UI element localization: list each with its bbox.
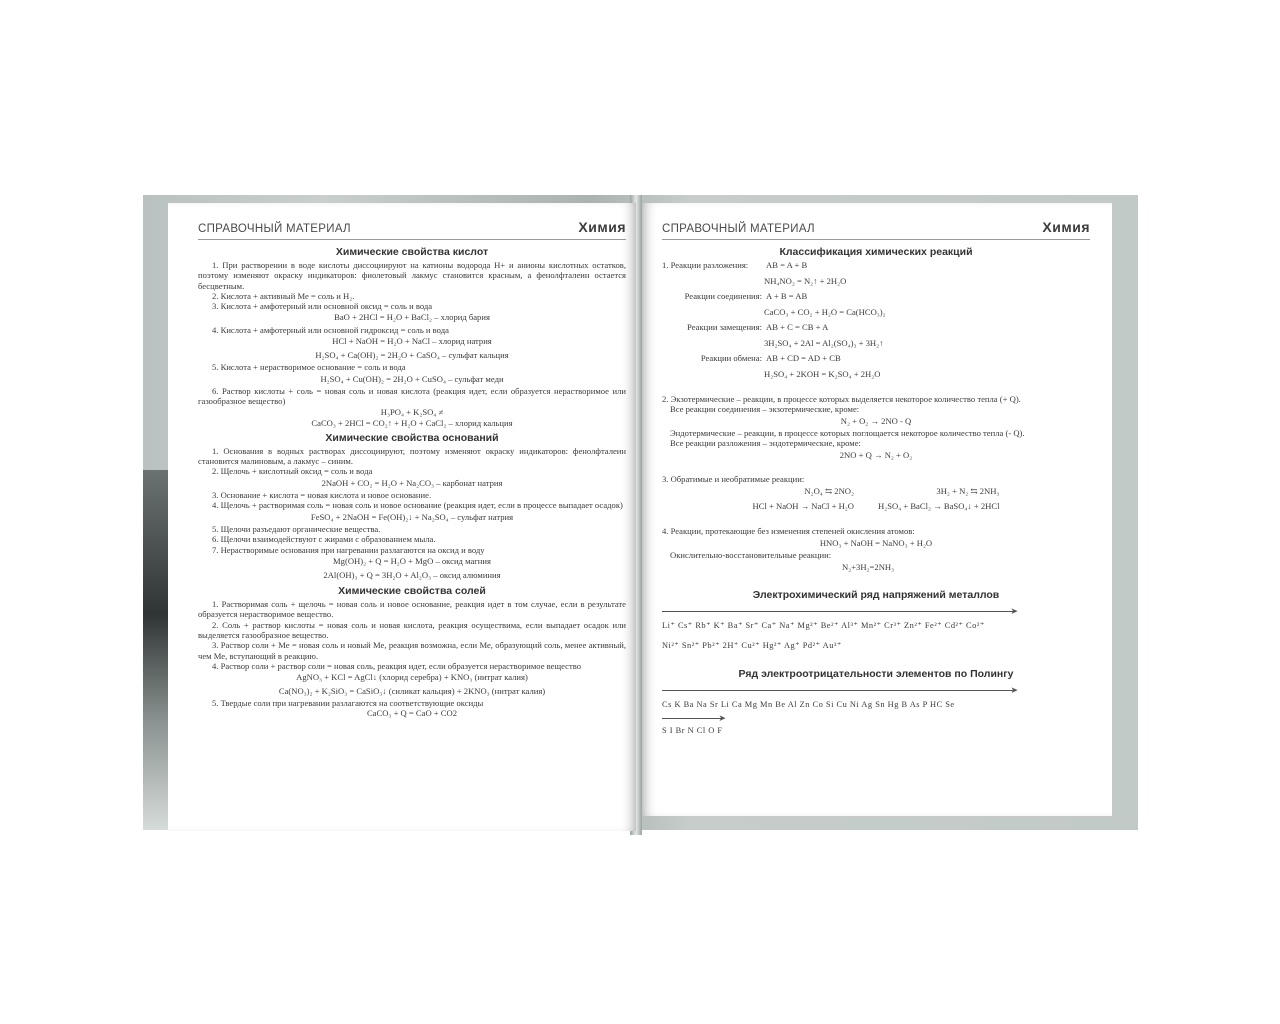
equation: H₂SO₄ + 2KOH = K₂SO₄ + 2H₂O bbox=[764, 369, 881, 379]
section-title: Классификация химических реакций bbox=[779, 246, 973, 258]
paragraph: 6. Раствор кислоты + соль = новая соль и новая кислота (реакция идет, если образуется нерастворимое или газообразное вещество) bbox=[198, 386, 626, 407]
equation: BaO + 2HCl = H₂O + BaCl₂ – хлорид бария bbox=[334, 312, 490, 323]
right-page bbox=[642, 203, 1112, 816]
section-title: Химические свойства оснований bbox=[325, 431, 499, 444]
equation: CaCO₃ + 2HCl = CO₂↑ + H₂O + CaCl₂ – хлорид кальция bbox=[311, 417, 513, 428]
paragraph: 3. Кислота + амфотерный или основной оксид = соль и вода bbox=[212, 301, 433, 312]
equation: Mg(OH)₂ + Q = H₂O + MgO – оксид магния bbox=[333, 556, 491, 567]
paragraph: Окислительно-восстановительные реакции: bbox=[670, 550, 832, 561]
arrow-line: ➤ bbox=[662, 607, 1090, 615]
equation: CaCO₃ + CO₂ + H₂O = Ca(HCO₃)₂ bbox=[764, 307, 886, 317]
reaction-row bbox=[662, 260, 1090, 271]
pauling-series-line: Cs K Ba Na Sr Li Ca Mg Mn Be Al Zn Co Si Cu Ni Ag Sn Hg B As P HC Se bbox=[662, 700, 955, 710]
metal-series-line: Li⁺ Cs⁺ Rb⁺ K⁺ Ba⁺ Sr⁺ Ca⁺ Na⁺ Mg²⁺ Be²⁺ Al³⁺ Mn²⁺ Cr³⁺ Zn²⁺ Fe²⁺ Cd²⁺ Co²⁺ bbox=[662, 621, 985, 631]
reaction-row bbox=[662, 322, 1090, 333]
equation: 3H₂ + N₂ ⇆ 2NH₃ bbox=[936, 486, 1000, 497]
paragraph: 1. Растворимая соль + щелочь = новая соль и новое основание, реакция идет в том случае, если в результате образуется нерастворимое вещество. bbox=[198, 599, 626, 620]
reversible-equations bbox=[662, 484, 1090, 514]
equation: HCl + NaOH → NaCl + H₂O bbox=[752, 501, 854, 512]
paragraph: 2. Соль + раствор кислоты = новая соль и новая кислота, реакция осуществима, если выпадает осадок или выделяется газообразное вещество. bbox=[198, 619, 626, 640]
equation: Ca(NO₃)₂ + K₂SiO₃ = CaSiO₃↓ (силикат кальция) + 2KNO₃ (нитрат калия) bbox=[278, 685, 546, 696]
equation: AgNO₃ + KCl = AgCl↓ (хлорид серебра) + KNO₃ (нитрат калия) bbox=[296, 672, 528, 683]
paragraph: 1. Основания в водных растворах диссоциируют, поэтому изменяют окраску индикаторов: фенолфталеин становится малиновым, а лакмус – синим. bbox=[198, 445, 626, 466]
header-tag: СПРАВОЧНЫЙ МАТЕРИАЛ bbox=[198, 223, 351, 235]
paragraph: 4. Щелочь + растворимая соль = новая соль и новое основание (реакция идет, если в процессе выпадает осадок) bbox=[212, 500, 623, 511]
page-header bbox=[662, 219, 1090, 240]
reaction-label: Реакции замещения: bbox=[687, 322, 762, 332]
paragraph: 4. Раствор соли + раствор соли = новая соль, реакция идет, если образуется нерастворимое вещество bbox=[212, 660, 582, 671]
pauling-series-line: S I Br N Cl O F bbox=[662, 726, 723, 736]
paragraph: Все реакции соединения – экзотермические, кроме: bbox=[670, 404, 860, 415]
paragraph: Эндотермические – реакции, в процессе которых поглощается некоторое количество тепла (- Q). bbox=[670, 428, 1025, 439]
reaction-label: Реакции обмена: bbox=[700, 353, 762, 363]
series-title: Ряд электроотрицательности элементов по Полингу bbox=[738, 668, 1014, 681]
paragraph: 7. Нерастворимые основания при нагревании разлагаются на оксид и воду bbox=[212, 544, 485, 555]
reaction-label: 1. Реакции разложения: bbox=[662, 260, 749, 270]
paragraph: 2. Щелочь + кислотный оксид = соль и вода bbox=[212, 466, 373, 477]
equation: H₂SO₄ + Ca(OH)₂ = 2H₂O + CaSO₄ – сульфат кальция bbox=[315, 349, 509, 360]
equation: 2NO + Q → N₂ + O₂ bbox=[839, 449, 913, 460]
header-tag: СПРАВОЧНЫЙ МАТЕРИАЛ bbox=[662, 223, 815, 235]
reaction-label: Реакции соединения: bbox=[684, 291, 762, 301]
equation: HCl + NaOH = H₂O + NaCl – хлорид натрия bbox=[332, 336, 492, 347]
header-subject: Химия bbox=[578, 219, 626, 235]
arrow-line: ➤ bbox=[662, 714, 1090, 722]
equation: FeSO₄ + 2NaOH = Fe(OH)₂↓ + Na₂SO₄ – сульфат натрия bbox=[310, 511, 514, 522]
series-title: Электрохимический ряд напряжений металлов bbox=[752, 589, 1000, 602]
metal-series-line: Ni²⁺ Sn²⁺ Pb²⁺ 2H⁺ Cu²⁺ Hg²⁺ Ag⁺ Pd²⁺ Au³⁺ bbox=[662, 641, 842, 651]
arrow-line: ➤ bbox=[662, 686, 1090, 694]
paragraph: 4. Кислота + амфотерный или основной гидроксид = соль и вода bbox=[212, 324, 449, 335]
equation: HNO₃ + NaOH = NaNO₃ + H₂O bbox=[819, 537, 933, 548]
header-subject: Химия bbox=[1042, 219, 1090, 235]
paragraph: 3. Раствор соли + Ме = новая соль и новый Ме, реакция возможна, если Ме, образующий соль, менее активный, чем Ме, вступающий в реакцию. bbox=[198, 640, 626, 661]
equation: CaCO₃ + Q = CaO + CO2 bbox=[366, 708, 458, 719]
equation: A + B = AB bbox=[766, 291, 808, 301]
equation: N₂O₄ ⇆ 2NO₂ bbox=[804, 486, 854, 497]
left-page bbox=[168, 203, 636, 831]
page-header bbox=[198, 219, 626, 240]
paragraph: 4. Реакции, протекающие без изменения степеней окисления атомов: bbox=[662, 526, 915, 537]
paragraph: 6. Щелочи взаимодействуют с жирами с образованием мыла. bbox=[212, 534, 436, 545]
equation: 3H₂SO₄ + 2Al = Al₂(SO₄)₃ + 3H₂↑ bbox=[764, 338, 884, 348]
equation: AB = A + B bbox=[766, 260, 808, 270]
paragraph: 2. Кислота + активный Ме = соль и H₂. bbox=[212, 290, 355, 301]
paragraph: 5. Кислота + нерастворимое основание = соль и вода bbox=[212, 362, 406, 373]
equation: AB + C = CB + A bbox=[766, 322, 829, 332]
equation: H₂SO₄ + Cu(OH)₂ = 2H₂O + CuSO₄ – сульфат меди bbox=[320, 373, 504, 384]
paragraph: 5. Щелочи разъедают органические вещества. bbox=[212, 524, 381, 535]
equation: NH₄NO₂ = N₂↑ + 2H₂O bbox=[764, 276, 847, 286]
paragraph: 5. Твердые соли при нагревании разлагаются на соответствующие оксиды bbox=[212, 698, 484, 709]
equation: N₂ + O₂ → 2NO - Q bbox=[840, 415, 912, 426]
paragraph: Все реакции разложения – эндотермические, кроме: bbox=[670, 438, 861, 449]
equation: H₃PO₄ + K₂SO₄ ≠ bbox=[380, 406, 444, 417]
equation: AB + CD = AD + CB bbox=[766, 353, 841, 363]
equation: N₂+3H₂=2NH₃ bbox=[842, 561, 895, 572]
paragraph: 3. Обратимые и необратимые реакции: bbox=[662, 474, 805, 485]
paragraph: 2. Экзотермические – реакции, в процессе которых выделяется некоторое количество тепла (+ Q). bbox=[662, 394, 1021, 404]
equation: 2NaOH + CO₂ = H₂O + Na₂CO₃ – карбонат натрия bbox=[321, 477, 503, 488]
section-title: Химические свойства кислот bbox=[335, 246, 489, 258]
section-title: Химические свойства солей bbox=[338, 585, 486, 598]
paragraph: 1. При растворении в воде кислоты диссоциируют на катионы водорода H+ и анионы кислотных остатков, поэтому изменяют окраску индикаторов: фиолетовый лакмус становится красным, а фенолфталеин остается бесцветным. bbox=[198, 260, 626, 291]
paragraph: 3. Основание + кислота = новая кислота и новое основание. bbox=[212, 490, 432, 501]
equation: 2Al(OH)₃ + Q = 3H₂O + Al₂O₃ – оксид алюминия bbox=[323, 569, 501, 580]
equation: H₂SO₄ + BaCl₂ → BaSO₄↓ + 2HCl bbox=[878, 501, 1000, 512]
reaction-row bbox=[662, 353, 1090, 364]
reaction-row bbox=[662, 291, 1090, 302]
